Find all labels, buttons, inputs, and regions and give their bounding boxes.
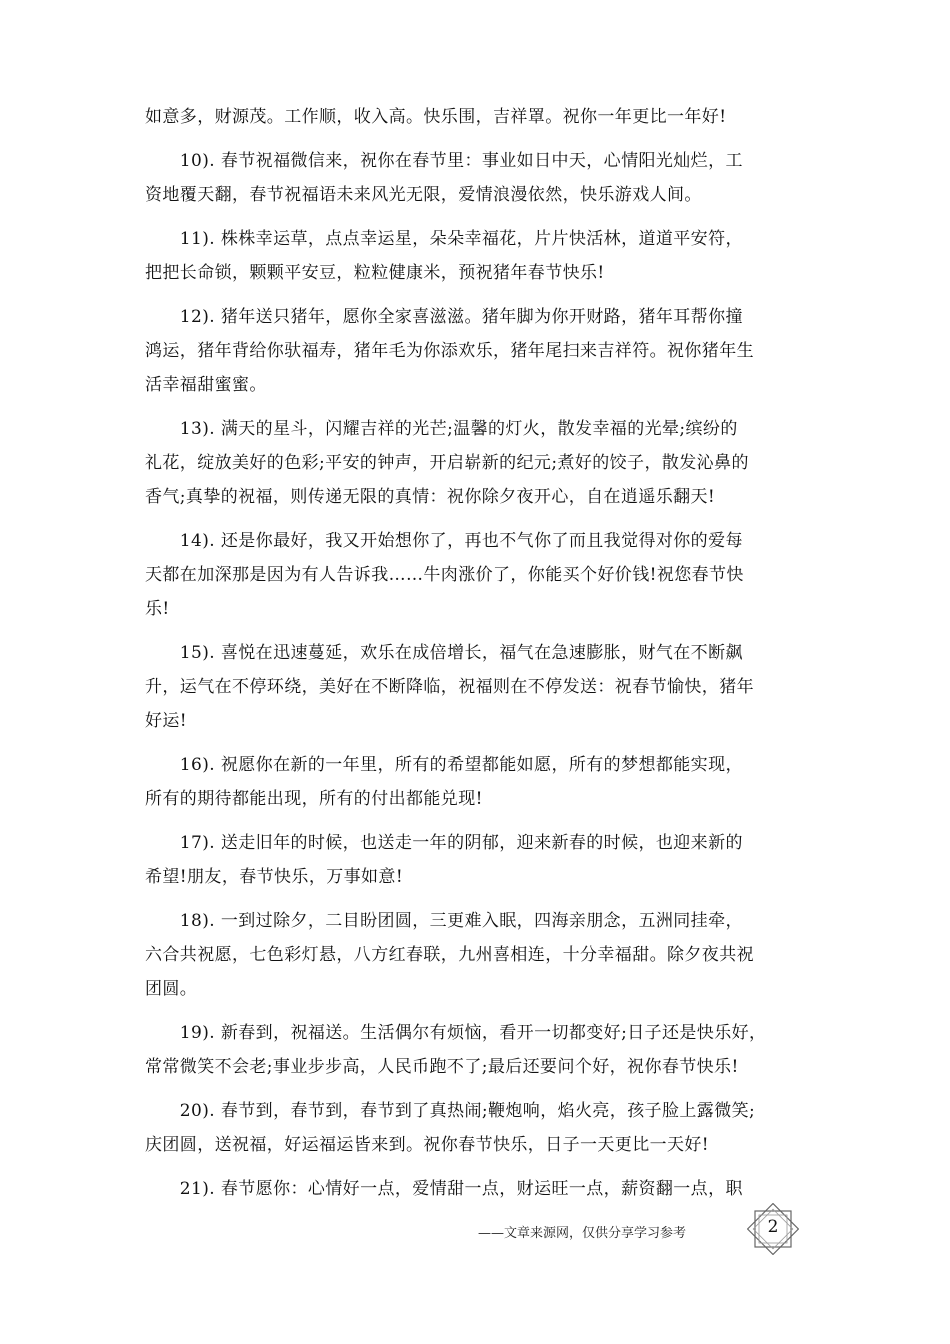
paragraph [145,412,813,514]
text-line: 13). 满天的星斗，闪耀吉祥的光芒;温馨的灯火，散发幸福的光晕;缤纷的 [145,419,738,439]
paragraph [145,826,813,894]
text-line: 所有的期待都能出现，所有的付出都能兑现! [145,789,483,809]
footer-source-note: ——文章来源网，仅供分享学习参考 [478,1226,687,1241]
text-line: 19). 新春到，祝福送。生活偶尔有烦恼，看开一切都变好;日子还是快乐好， [145,1023,767,1043]
paragraph [145,300,813,402]
text-line: 活幸福甜蜜蜜。 [145,375,267,395]
text-line: 好运! [145,711,188,731]
paragraph [145,1016,813,1084]
text-line: 21). 春节愿你：心情好一点，爱情甜一点，财运旺一点，薪资翻一点，职 [145,1179,743,1199]
text-line: 资地覆天翻，春节祝福语未来风光无限，爱情浪漫依然，快乐游戏人间。 [145,185,702,205]
text-line: 12). 猪年送只猪年，愿你全家喜滋滋。猪年脚为你开财路，猪年耳帮你撞 [145,307,743,327]
text-line: 香气;真挚的祝福，则传递无限的真情：祝你除夕夜开心，自在逍遥乐翻天! [145,487,716,507]
text-line: 如意多，财源茂。工作顺，收入高。快乐围，吉祥罩。祝你一年更比一年好! [145,107,727,127]
text-line: 20). 春节到，春节到，春节到了真热闹;鞭炮响，焰火亮，孩子脸上露微笑; [145,1101,756,1121]
page-number-badge [747,1203,799,1255]
text-line: 18). 一到过除夕，二目盼团圆，三更难入眠，四海亲朋念，五洲同挂牵， [145,911,743,931]
text-line: 升，运气在不停环绕，美好在不断降临，祝福则在不停发送：祝春节愉快，猪年 [145,677,754,697]
text-line: 礼花，绽放美好的色彩;平安的钟声，开启崭新的纪元;煮好的饺子，散发沁鼻的 [145,453,749,473]
paragraph [145,748,813,816]
text-line: 17). 送走旧年的时候，也送走一年的阴郁，迎来新春的时候，也迎来新的 [145,833,743,853]
text-line: 把把长命锁，颗颗平安豆，粒粒健康米，预祝猪年春节快乐! [145,263,605,283]
page-number: 2 [767,1217,779,1237]
text-line: 14). 还是你最好，我又开始想你了，再也不气你了而且我觉得对你的爱每 [145,531,743,551]
text-line: 15). 喜悦在迅速蔓延，欢乐在成倍增长，福气在急速膨胀，财气在不断飙 [145,643,743,663]
paragraph [145,1172,813,1206]
paragraph [145,904,813,1006]
text-line: 乐! [145,599,170,619]
text-line: 六合共祝愿，七色彩灯悬，八方红春联，九州喜相连，十分幸福甜。除夕夜共祝 [145,945,754,965]
text-line: 常常微笑不会老;事业步步高，人民币跑不了;最后还要问个好，祝你春节快乐! [145,1057,739,1077]
text-line: 10). 春节祝福微信来，祝你在春节里：事业如日中天，心情阳光灿烂，工 [145,151,743,171]
paragraph [145,100,813,134]
text-line: 11). 株株幸运草，点点幸运星，朵朵幸福花，片片快活林，道道平安符， [145,229,743,249]
text-line: 天都在加深那是因为有人告诉我……牛肉涨价了，你能买个好价钱!祝您春节快 [145,565,744,585]
paragraph [145,1094,813,1162]
text-line: 16). 祝愿你在新的一年里，所有的希望都能如愿，所有的梦想都能实现， [145,755,743,775]
paragraph [145,524,813,626]
text-line: 团圆。 [145,979,198,999]
text-line: 鸿运，猪年背给你驮福寿，猪年毛为你添欢乐，猪年尾扫来吉祥符。祝你猪年生 [145,341,754,361]
text-line: 希望!朋友，春节快乐，万事如意! [145,867,404,887]
paragraph [145,222,813,290]
document-body [145,100,813,1206]
paragraph [145,636,813,738]
text-line: 庆团圆，送祝福，好运福运皆来到。祝你春节快乐，日子一天更比一天好! [145,1135,710,1155]
paragraph [145,144,813,212]
